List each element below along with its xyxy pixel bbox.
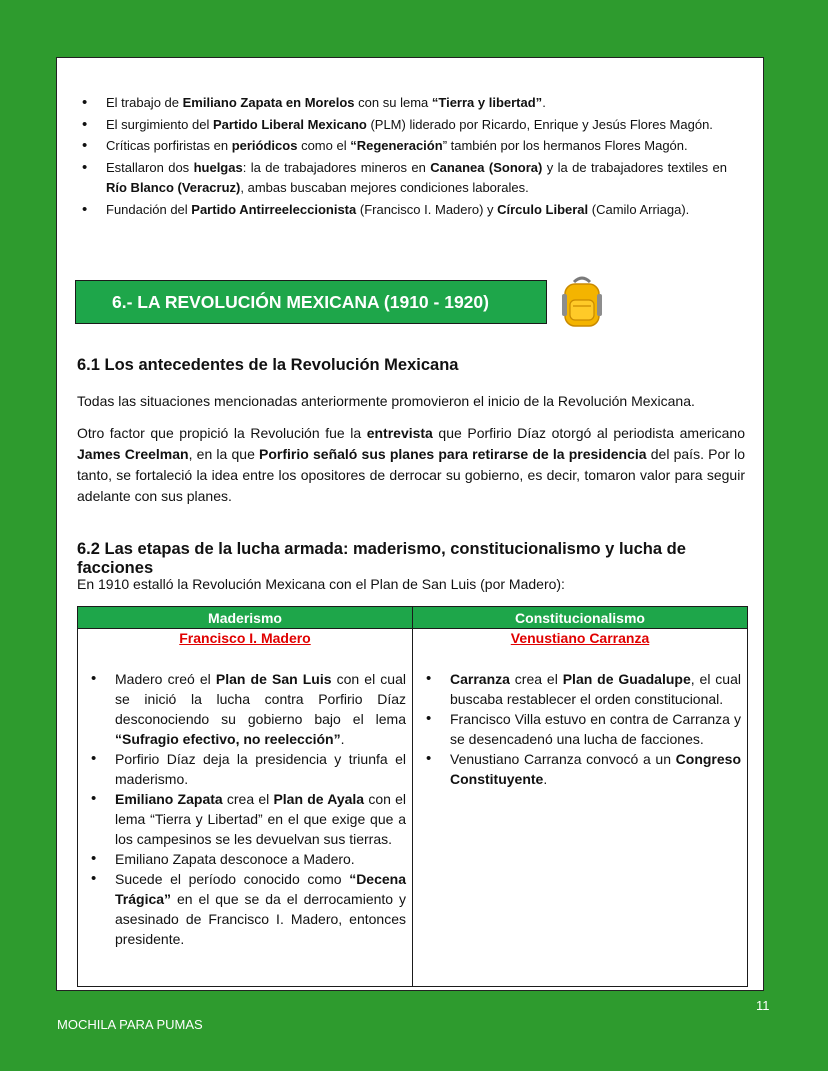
bold-text: Carranza (450, 671, 510, 687)
text-run: . (542, 95, 546, 110)
section-title: 6.- LA REVOLUCIÓN MEXICANA (1910 - 1920) (75, 280, 547, 324)
text-run: El trabajo de (106, 95, 183, 110)
text-run: (Francisco I. Madero) y (356, 201, 498, 217)
column-cell (413, 629, 748, 987)
page-number: 11 (756, 998, 770, 1013)
text-run: en el que se da el derrocamiento y asesinado de Francisco I. Madero, entonces presidente. (115, 891, 406, 947)
bold-text: huelgas (193, 159, 243, 175)
bullet-item (82, 136, 727, 157)
text-run: Venustiano Carranza convocó a un (450, 751, 676, 767)
text-run: y la de trabajadores textiles en (542, 159, 728, 175)
bold-text: Cananea (Sonora) (430, 159, 543, 175)
text-run: (Camilo Arriaga). (588, 201, 690, 217)
leader-name: Venustiano Carranza (510, 630, 650, 646)
text-run: del país. Por lo tanto, se fortaleció la idea entre los opositores de derrocar su gobierno, es decir, tomaron valor para seguir adelante con sus planes. (77, 446, 746, 504)
text-run: con su lema (354, 95, 432, 110)
bold-text: Círculo Liberal (497, 201, 589, 217)
bold-text: Partido Antirreeleccionista (191, 201, 357, 217)
text-run: que Porfirio Díaz otorgó al periodista americano (432, 425, 745, 441)
column-cell (78, 629, 413, 987)
stages-table (77, 606, 748, 987)
bullet-item (82, 158, 727, 199)
text-run: con el cual se inició la lucha contra Porfirio Díaz desconociendo su gobierno bajo el lema (115, 671, 406, 727)
text-run: Críticas porfiristas en (106, 138, 232, 153)
intro-bullet-list (82, 93, 727, 221)
text-run: con el lema “Tierra y Libertad” en el que exige que a los campesinos se les devuelvan sus tierras. (115, 791, 406, 847)
bold-text: Plan de Guadalupe (562, 671, 691, 687)
bold-text: periódicos (231, 138, 298, 153)
text-run: , el cual buscaba restablecer el orden constitucional. (450, 671, 741, 707)
text-run: El surgimiento del (106, 116, 213, 132)
text-run: . (543, 771, 548, 787)
bold-text: “Decena Trágica” (115, 871, 406, 907)
bold-text: Porfirio señaló sus planes para retirarse de la presidencia (259, 446, 647, 462)
text-run: como el (297, 138, 351, 153)
paragraph (77, 423, 745, 507)
text-run: Francisco Villa estuvo en contra de Carranza y se desencadenó una lucha de facciones. (450, 711, 741, 747)
bold-text: Plan de Ayala (273, 791, 365, 807)
bold-text: Emiliano Zapata en Morelos (182, 95, 355, 110)
text-run: crea el (509, 671, 563, 687)
bold-text: “Regeneración (350, 138, 443, 153)
text-run: Madero creó el (115, 671, 216, 687)
text-run: (PLM) liderado por Ricardo, Enrique y Jesús Flores Magón. (366, 116, 713, 132)
text-run: Sucede el período conocido como (115, 871, 350, 887)
column-bullet-list (413, 669, 747, 789)
bullet-item (82, 200, 727, 221)
footer-text: MOCHILA PARA PUMAS (57, 1017, 203, 1032)
bold-text: “Tierra y libertad” (431, 95, 543, 110)
bold-text: entrevista (366, 425, 433, 441)
text-run: , ambas buscaban mejores condiciones laborales. (240, 180, 529, 195)
bullet-item (82, 93, 727, 114)
bold-text: “Sufragio efectivo, no reelección” (115, 731, 341, 747)
list-item (91, 669, 406, 749)
bold-text: James Creelman (77, 446, 189, 462)
text-run: , en la que (188, 446, 260, 462)
text-run: crea el (222, 791, 274, 807)
text-run: Porfirio Díaz deja la presidencia y triunfa el maderismo. (115, 751, 406, 787)
column-bullet-list (78, 669, 412, 949)
bold-text: Emiliano Zapata (115, 791, 223, 807)
bold-text: Río Blanco (Veracruz) (106, 180, 241, 195)
list-item (426, 669, 741, 709)
text-run: Estallaron dos (106, 159, 194, 175)
column-header-constitucionalismo: Constitucionalismo (413, 607, 748, 629)
list-item (91, 869, 406, 949)
list-item (91, 849, 406, 869)
list-item (426, 749, 741, 789)
bullet-item (82, 115, 727, 136)
text-run: Todas las situaciones mencionadas anteriormente promovieron el inicio de la Revolución Mexicana. (77, 393, 695, 409)
list-item (426, 709, 741, 749)
document-page (56, 57, 764, 991)
backpack-icon (559, 274, 605, 330)
text-run: : la de trabajadores mineros en (242, 159, 431, 175)
paragraph-intro: En 1910 estalló la Revolución Mexicana con el Plan de San Luis (por Madero): (77, 576, 565, 592)
list-item (91, 789, 406, 849)
text-run: . (340, 731, 345, 747)
text-run: Otro factor que propició la Revolución fue la (77, 425, 367, 441)
paragraph (77, 391, 745, 412)
bold-text: Congreso Constituyente (450, 751, 741, 787)
leader-name: Francisco I. Madero (179, 630, 311, 646)
text-run: Emiliano Zapata desconoce a Madero. (115, 851, 355, 867)
column-header-maderismo: Maderismo (78, 607, 413, 629)
list-item (91, 749, 406, 789)
text-run: ” también por los hermanos Flores Magón. (442, 138, 688, 153)
bold-text: Plan de San Luis (215, 671, 332, 687)
text-run: Fundación del (106, 201, 192, 217)
subsection-title-etapas: 6.2 Las etapas de la lucha armada: maderismo, constitucionalismo y lucha de facciones (77, 540, 686, 577)
subsection-title-antecedentes: 6.1 Los antecedentes de la Revolución Mexicana (77, 356, 459, 374)
bold-text: Partido Liberal Mexicano (212, 116, 367, 132)
